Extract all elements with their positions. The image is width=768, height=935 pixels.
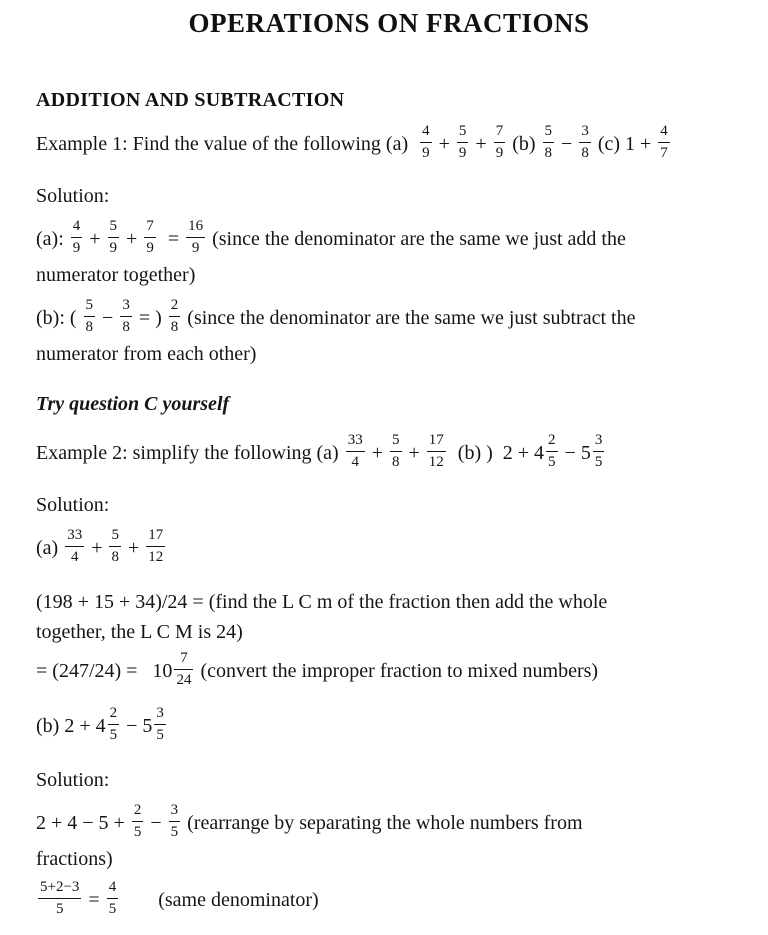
fraction: $\frac{2}{5}$ bbox=[109, 705, 118, 743]
lcm-explanation: (198 + 15 + 34)/24 = (find the L C m of the fraction then add the whole together, the L C M is 24) bbox=[36, 591, 608, 643]
fraction: $\frac{33}{4}$ bbox=[67, 527, 83, 565]
fraction: $\frac{3}{5}$ bbox=[156, 705, 164, 743]
fraction: $\frac{3}{8}$ bbox=[122, 297, 130, 335]
fraction: $\frac{7}{24}$ bbox=[176, 650, 192, 688]
fraction: $\frac{17}{12}$ bbox=[428, 432, 444, 470]
fraction: $\frac{3}{8}$ bbox=[581, 123, 589, 161]
fraction: $\frac{7}{9}$ bbox=[146, 218, 154, 256]
solution-label-2: Solution: bbox=[36, 494, 110, 516]
fraction: $\frac{4}{9}$ bbox=[72, 218, 81, 256]
example2-b-line: (b) 2 + 4 $\frac{2}{5}$ − 5 $\frac{3}{5}$ bbox=[36, 705, 164, 743]
fraction: $\frac{5}{8}$ bbox=[392, 432, 400, 470]
fraction: $\frac{17}{12}$ bbox=[148, 527, 164, 565]
example2-a-line: (a) $\frac{33}{4}$ + $\frac{5}{8}$ + $\frac{17}{12}$ bbox=[36, 527, 164, 565]
same-denominator-line: $\frac{5+2-3}{5}$ = $\frac{4}{5}$ (same denominator) bbox=[40, 879, 319, 917]
fraction: $\frac{5}{8}$ bbox=[85, 297, 94, 335]
try-question-note: Try question C yourself bbox=[36, 393, 230, 415]
solution-label-3: Solution: bbox=[36, 769, 110, 791]
fraction: $\frac{5}{8}$ bbox=[544, 123, 553, 161]
example-1-line: Example 1: Find the value of the following (a) $\frac{4}{9}$ + $\frac{5}{9}$ + $\frac{7}{9}$ (b) $\frac{5}{8}$ − $\frac{3}{8}$ (c) 1 + $\frac{4}{7}$ bbox=[36, 123, 668, 161]
solution-a-line: (a): $\frac{4}{9}$ + $\frac{5}{9}$ + $\frac{7}{9}$ = $\frac{16}{9}$ (since the denominator are the same we just add the numerator together) bbox=[36, 218, 626, 286]
fraction: $\frac{2}{5}$ bbox=[548, 432, 556, 470]
section-heading: ADDITION AND SUBTRACTION bbox=[36, 89, 345, 111]
fraction: $\frac{7}{9}$ bbox=[495, 123, 504, 161]
solution-label-1: Solution: bbox=[36, 185, 110, 207]
fraction: $\frac{4}{9}$ bbox=[422, 123, 430, 161]
mixed-number-line: = (247/24) = 10 $\frac{7}{24}$ (convert the improper fraction to mixed numbers) bbox=[36, 650, 599, 688]
fraction: $\frac{2}{8}$ bbox=[170, 297, 179, 335]
solution-b-line: (b): ( $\frac{5}{8}$ − $\frac{3}{8}$ = ) $\frac{2}{8}$ (since the denominator are the same we just subtract the numerator from each other) bbox=[36, 297, 636, 365]
fraction: $\frac{16}{9}$ bbox=[188, 218, 204, 256]
rearrange-line: 2 + 4 − 5 + $\frac{2}{5}$ − $\frac{3}{5}$ (rearrange by separating the whole numbers from fractions) bbox=[36, 802, 583, 870]
fraction: $\frac{2}{5}$ bbox=[133, 802, 142, 840]
fraction: $\frac{4}{7}$ bbox=[660, 123, 668, 161]
page-title: OPERATIONS ON FRACTIONS bbox=[188, 8, 590, 38]
example-2-line: Example 2: simplify the following (a) $\frac{33}{4}$ + $\frac{5}{8}$ + $\frac{17}{12}$ (b) ) 2 + 4 $\frac{2}{5}$ − 5 $\frac{3}{5}$ bbox=[36, 432, 603, 470]
fraction: $\frac{5}{8}$ bbox=[111, 527, 119, 565]
fraction: $\frac{3}{5}$ bbox=[594, 432, 603, 470]
fraction: $\frac{3}{5}$ bbox=[170, 802, 179, 840]
fraction: $\frac{5+2-3}{5}$ bbox=[40, 879, 80, 917]
fraction: $\frac{5}{9}$ bbox=[109, 218, 118, 256]
fraction: $\frac{4}{5}$ bbox=[108, 879, 117, 917]
fraction: $\frac{5}{9}$ bbox=[458, 123, 467, 161]
fraction: $\frac{33}{4}$ bbox=[347, 432, 363, 470]
